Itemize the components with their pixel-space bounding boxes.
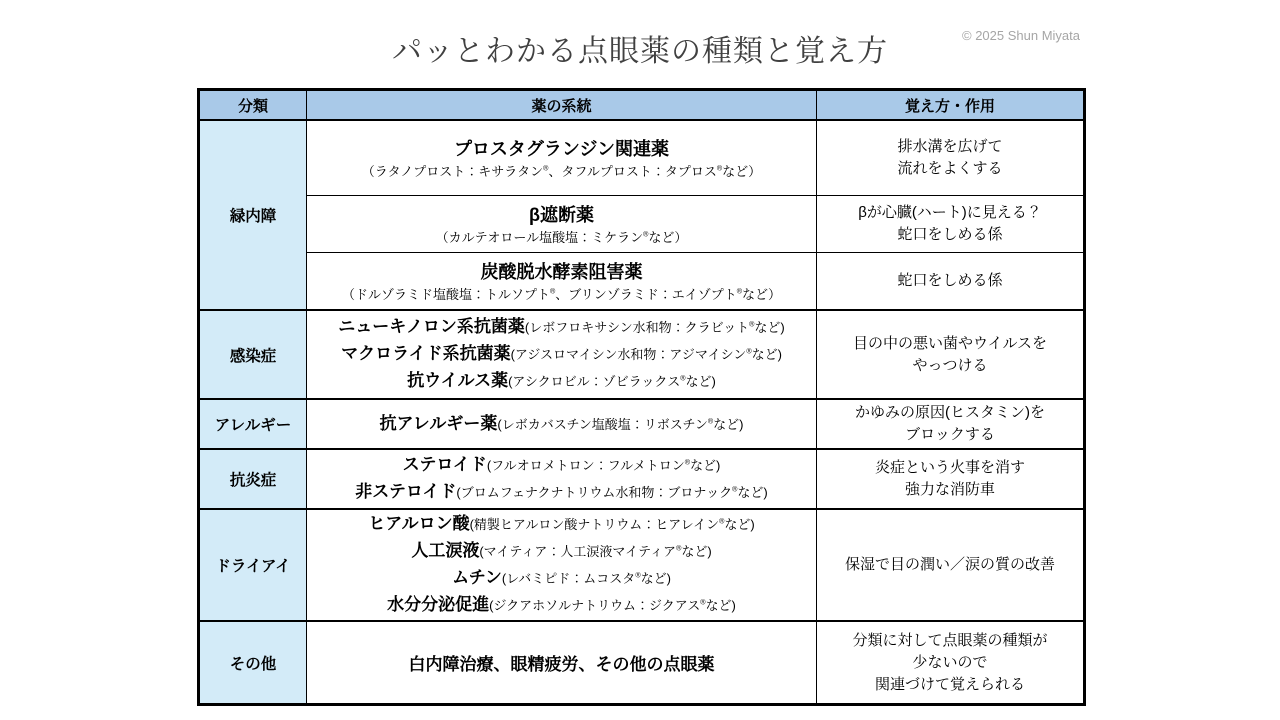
drug-line	[311, 341, 812, 368]
category-infection: 感染症	[199, 310, 307, 399]
header-drug-family: 薬の系統	[307, 90, 817, 121]
drug-name: ニューキノロン系抗菌薬	[338, 317, 525, 336]
drug-name: ヒアルロン酸	[368, 514, 470, 533]
memo-cell	[817, 196, 1085, 253]
memo-line: かゆみの原因(ヒスタミン)を	[855, 404, 1045, 421]
drug-name: 非ステロイド	[355, 482, 457, 501]
memo-cell	[817, 310, 1085, 399]
memo-line: ブロックする	[905, 426, 995, 443]
table-row	[199, 449, 1085, 509]
memo-line: 分類に対して点眼薬の種類が	[852, 631, 1048, 649]
drug-detail: (精製ヒアルロン酸ナトリウム：ヒアレイン®など)	[469, 517, 755, 532]
memo-cell	[817, 509, 1085, 621]
drug-detail: (マイティア：人工涙液マイティア®など)	[479, 544, 712, 559]
drug-line	[311, 511, 812, 538]
drug-line	[311, 479, 812, 506]
drug-detail: （カルテオロール塩酸塩：ミケラン®など）	[435, 229, 688, 245]
drug-cell	[307, 621, 817, 705]
drug-cell	[307, 310, 817, 399]
table-row	[199, 310, 1085, 399]
drug-cell	[307, 449, 817, 509]
memo-line: 保湿で目の潤い／涙の質の改善	[844, 556, 1055, 573]
header-category: 分類	[199, 90, 307, 121]
drug-cell	[307, 509, 817, 621]
table-row	[199, 253, 1085, 311]
drug-name: 抗アレルギー薬	[379, 413, 498, 433]
category-dry-eye: ドライアイ	[199, 509, 307, 621]
category-inflammation: 抗炎症	[199, 449, 307, 509]
drug-name: 人工涙液	[411, 541, 480, 560]
drug-line	[311, 368, 812, 395]
memo-cell	[817, 120, 1085, 196]
memo-line: 排水溝を広げて	[897, 138, 1003, 155]
drug-name: β遮断薬	[529, 204, 594, 225]
copyright-notice: © 2025 Shun Miyata	[962, 28, 1080, 43]
header-mnemonic: 覚え方・作用	[817, 90, 1085, 121]
drug-detail: (レボフロキサシン水和物：クラビット®など)	[524, 320, 785, 335]
memo-line: 強力な消防車	[904, 481, 995, 498]
drug-cell	[307, 120, 817, 196]
drug-name: ムチン	[452, 568, 502, 587]
memo-line: やっつける	[912, 356, 988, 374]
category-glaucoma: 緑内障	[199, 120, 307, 310]
category-allergy: アレルギー	[199, 399, 307, 449]
table-row	[199, 120, 1085, 196]
drug-cell	[307, 399, 817, 449]
drug-name: 水分分泌促進	[387, 595, 490, 614]
drug-cell	[307, 253, 817, 311]
eye-drop-classification-table	[197, 88, 1086, 706]
memo-line: 少ないので	[912, 653, 988, 671]
memo-cell	[817, 399, 1085, 449]
table-row	[199, 621, 1085, 705]
drug-detail: (ブロムフェナクナトリウム水和物：ブロナック®など)	[456, 485, 768, 500]
memo-line: 流れをよくする	[897, 160, 1003, 177]
drug-detail: (レボカバスチン塩酸塩：リボスチン®など)	[497, 416, 744, 432]
category-other: その他	[199, 621, 307, 705]
drug-detail: （ラタノプロスト：キサラタン®、タフルプロスト：タプロス®など）	[361, 163, 762, 179]
memo-line: βが心臓(ハート)に見える？	[858, 204, 1042, 221]
drug-detail: (フルオロメトロン：フルメトロン®など)	[486, 458, 721, 473]
drug-name: 炭酸脱水酵素阻害薬	[480, 261, 643, 282]
drug-detail: (ジクアホソルナトリウム：ジクアス®など)	[489, 598, 736, 613]
drug-detail: (アジスロマイシン水和物：アジマイシン®など)	[510, 347, 782, 362]
drug-line	[311, 314, 812, 341]
header-row	[199, 90, 1085, 121]
table-row	[199, 399, 1085, 449]
table-row	[199, 196, 1085, 253]
drug-name: プロスタグランジン関連薬	[453, 138, 670, 159]
drug-name: 抗ウイルス薬	[407, 371, 509, 390]
drug-detail: (アシクロビル：ゾビラックス®など)	[508, 374, 716, 389]
drug-name: マクロライド系抗菌薬	[341, 344, 511, 363]
page-title: パッとわかる点眼薬の種類と覚え方	[392, 35, 888, 68]
drug-cell	[307, 196, 817, 253]
drug-line	[311, 411, 812, 438]
table-row	[199, 509, 1085, 621]
drug-detail: (レバミピド：ムコスタ®など)	[501, 571, 671, 586]
memo-cell	[817, 449, 1085, 509]
drug-line	[311, 538, 812, 565]
memo-line: 関連づけて覚えられる	[874, 675, 1025, 693]
memo-line: 炎症という火事を消す	[874, 459, 1025, 476]
memo-line: 蛇口をしめる係	[897, 272, 1003, 289]
drug-line	[311, 452, 812, 479]
memo-cell	[817, 621, 1085, 705]
drug-line	[311, 592, 812, 619]
drug-name: 白内障治療、眼精疲労、その他の点眼薬	[408, 655, 715, 674]
memo-line: 目の中の悪い菌やウイルスを	[852, 334, 1048, 352]
drug-detail: （ドルゾラミド塩酸塩：トルソプト®、ブリンゾラミド：エイゾプト®など）	[341, 286, 782, 302]
memo-line: 蛇口をしめる係	[897, 226, 1003, 243]
memo-cell	[817, 253, 1085, 311]
drug-line	[311, 565, 812, 592]
drug-name: ステロイド	[402, 455, 487, 474]
